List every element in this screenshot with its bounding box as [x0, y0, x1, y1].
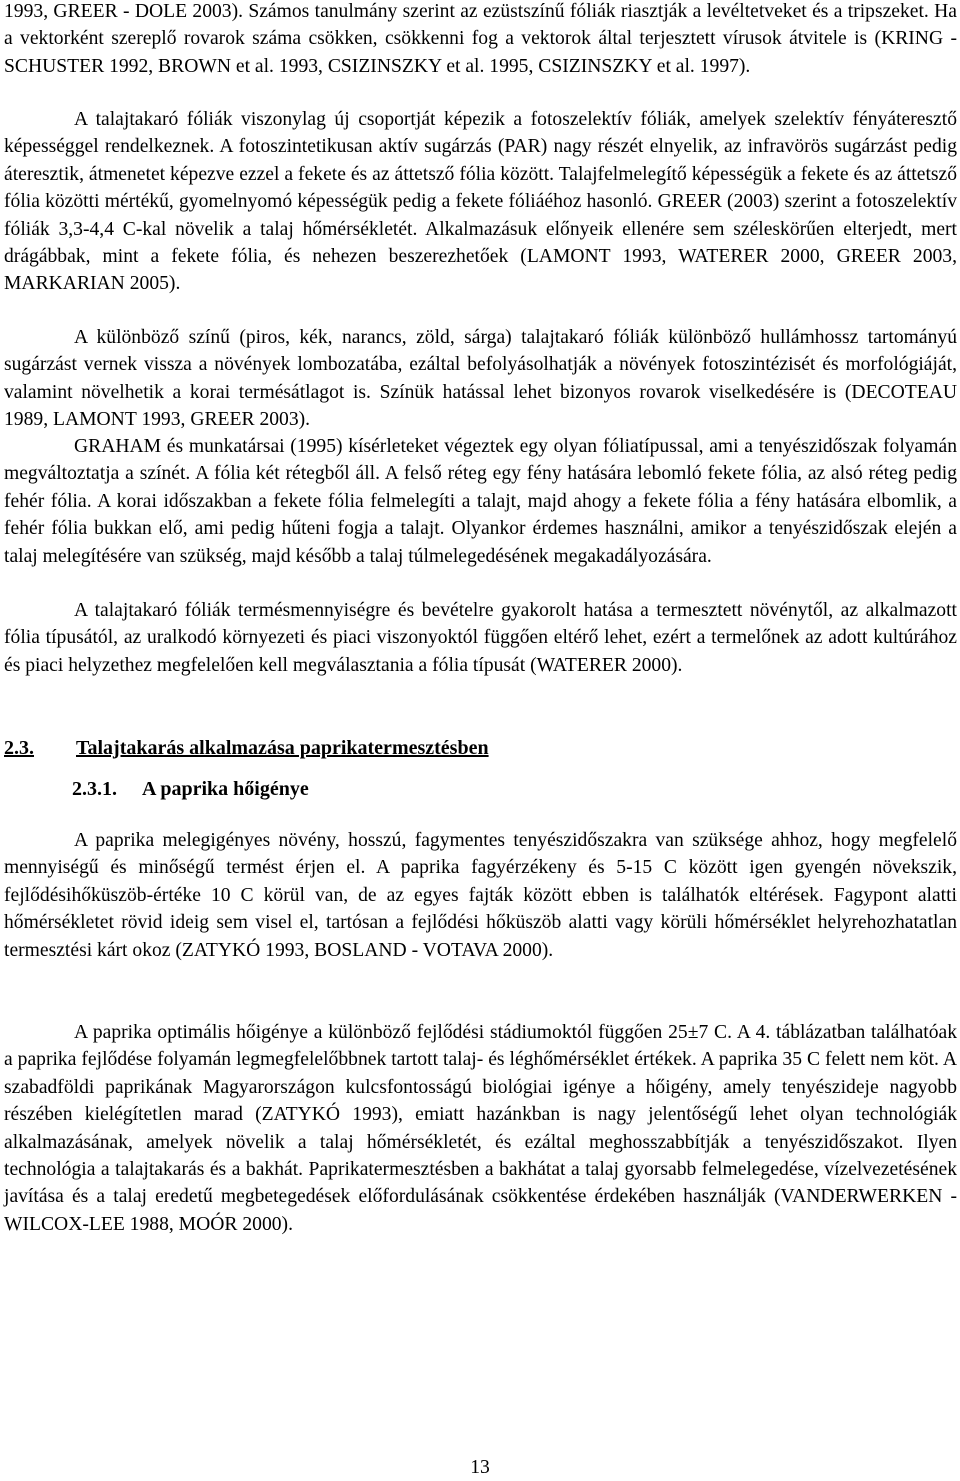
page-number: 13 — [470, 1457, 490, 1478]
paragraph: A paprika optimális hőigénye a különböző fejlődési stádiumoktól függően 25±7 C. A 4. táblázatban találhatóak a paprika fejlődése folyamán legmegfelelőbbnek tartott talaj- és léghőmérséklet értékek. A paprika 35 C felett nem köt. A szabadföldi paprikának Magyarországon kulcsfontosságú biológiai igénye a hőigény, amely tenyészideje nagyobb részében kielégítetlen marad (ZATYKÓ 1993), emiatt hazánkban is nagy jelentőségű lehet olyan technológiák alkalmazásának, amelyek növelik a talaj hőmérsékletét, és ezáltal meghosszabbítják a tenyészidőszakot. Ilyen technológia a talajtakarás és a bakhát. Paprikatermesztésben a bakhátat a talaj gyorsabb felmelegedése, vízelvezetésének javítása és a talaj eredetű megbetegedések előfordulásának csökkentése érdekében használják (VANDERWERKEN - WILCOX-LEE 1988, MOÓR 2000). — [4, 1022, 957, 1235]
paragraph: A talajtakaró fóliák termésmennyiségre és bevételre gyakorolt hatása a termesztett növénytől, az alkalmazott fólia típusától, az uralkodó környezeti és piaci viszonyoktól függően eltérő lehet, ezért a termelőnek az adott kultúrához és piaci helyzethez megfelelően kell megválasztania a fólia típusát (WATERER 2000). — [4, 600, 957, 676]
subsection-title: A paprika hőigénye — [142, 778, 309, 800]
paragraph: A talajtakaró fóliák viszonylag új csoportját képezik a fotoszelektív fóliák, amelyek szelektív fényáteresztő képességgel rendelkeznek. A fotoszintetikusan aktív sugárzás (PAR) nagy részét elnyelik, az infravörös sugárzást pedig áteresztik, átmenetet képezve ezzel a fekete és az áttetsző fólia között. Talajfelmelegítő képességük a fekete és az áttetsző fólia közötti mértékű, gyomelnyomó képességük pedig a fekete fóliáéhoz hasonló. GREER (2003) szerint a fotoszelektív fóliák 3,3-4,4 C-kal növelik a talaj hőmérsékletét. Alkalmazásuk előnyeik ellenére sem széleskörűen elterjedt, mert drágábbak, mint a fekete fólia, és nehezen beszerezhetőek (LAMONT 1993, WATERER 2000, GREER 2003, MARKARIAN 2005). — [4, 109, 957, 295]
section-heading — [4, 735, 489, 762]
paragraph: 1993, GREER - DOLE 2003). Számos tanulmány szerint az ezüstszínű fóliák riasztják a levéltetveket és a tripszeket. Ha a vektorként szereplő rovarok száma csökken, csökkenni fog a vektorok által terjesztett vírusok átvitele is (KRING - SCHUSTER 1992, BROWN et al. 1993, CSIZINSZKY et al. 1995, CSIZINSZKY et al. 1997). — [4, 1, 957, 77]
section-title: Talajtakarás alkalmazása paprikatermesztésben — [76, 737, 489, 759]
section-number: 2.3. — [4, 737, 34, 759]
subsection-heading — [72, 776, 309, 803]
paragraph: GRAHAM és munkatársai (1995) kísérleteket végeztek egy olyan fóliatípussal, ami a tenyészidőszak folyamán megváltoztatja a színét. A fólia két rétegből áll. A felső réteg egy fény hatására lebomló fekete fólia, az alsó réteg pedig fehér fólia. A korai időszakban a fekete fólia felmelegíti a talajt, majd ahogy a fekete fólia a fény hatására elbomlik, a fehér fólia bukkan elő, ami pedig hűteni fogja a talajt. Olyankor érdemes használni, amikor a tenyészidőszak elején a talaj melegítésére van szükség, majd később a talaj túlmelegedésének megakadályozására. — [4, 436, 957, 567]
paragraph: A paprika melegigényes növény, hosszú, fagymentes tenyészidőszakra van szüksége ahhoz, hogy megfelelő mennyiségű és minőségű termést érjen el. A paprika fagyérzékeny és 5-15 C között igen gyengén növekszik, fejlődésihőküszöb-értéke 10 C körül van, de az egyes fajták között ebben is találhatók eltérések. Fagypont alatti hőmérsékletet rövid ideig sem visel el, tartósan a fejlődési hőküszöb alatti vagy körüli hőmérséklet helyrehozhatatlan termesztési kárt okoz (ZATYKÓ 1993, BOSLAND - VOTAVA 2000). — [4, 830, 957, 961]
paragraph: A különböző színű (piros, kék, narancs, zöld, sárga) talajtakaró fóliák különböző hullámhossz tartományú sugárzást vernek vissza a növények lombozatába, ezáltal befolyásolhatják a növények fotoszintézisét és morfológiáját, valamint növelhetik a korai termésátlagot is. Színük hatással lehet bizonyos rovarok viselkedésére is (DECOTEAU 1989, LAMONT 1993, GREER 2003). — [4, 327, 957, 431]
subsection-number: 2.3.1. — [72, 778, 117, 800]
